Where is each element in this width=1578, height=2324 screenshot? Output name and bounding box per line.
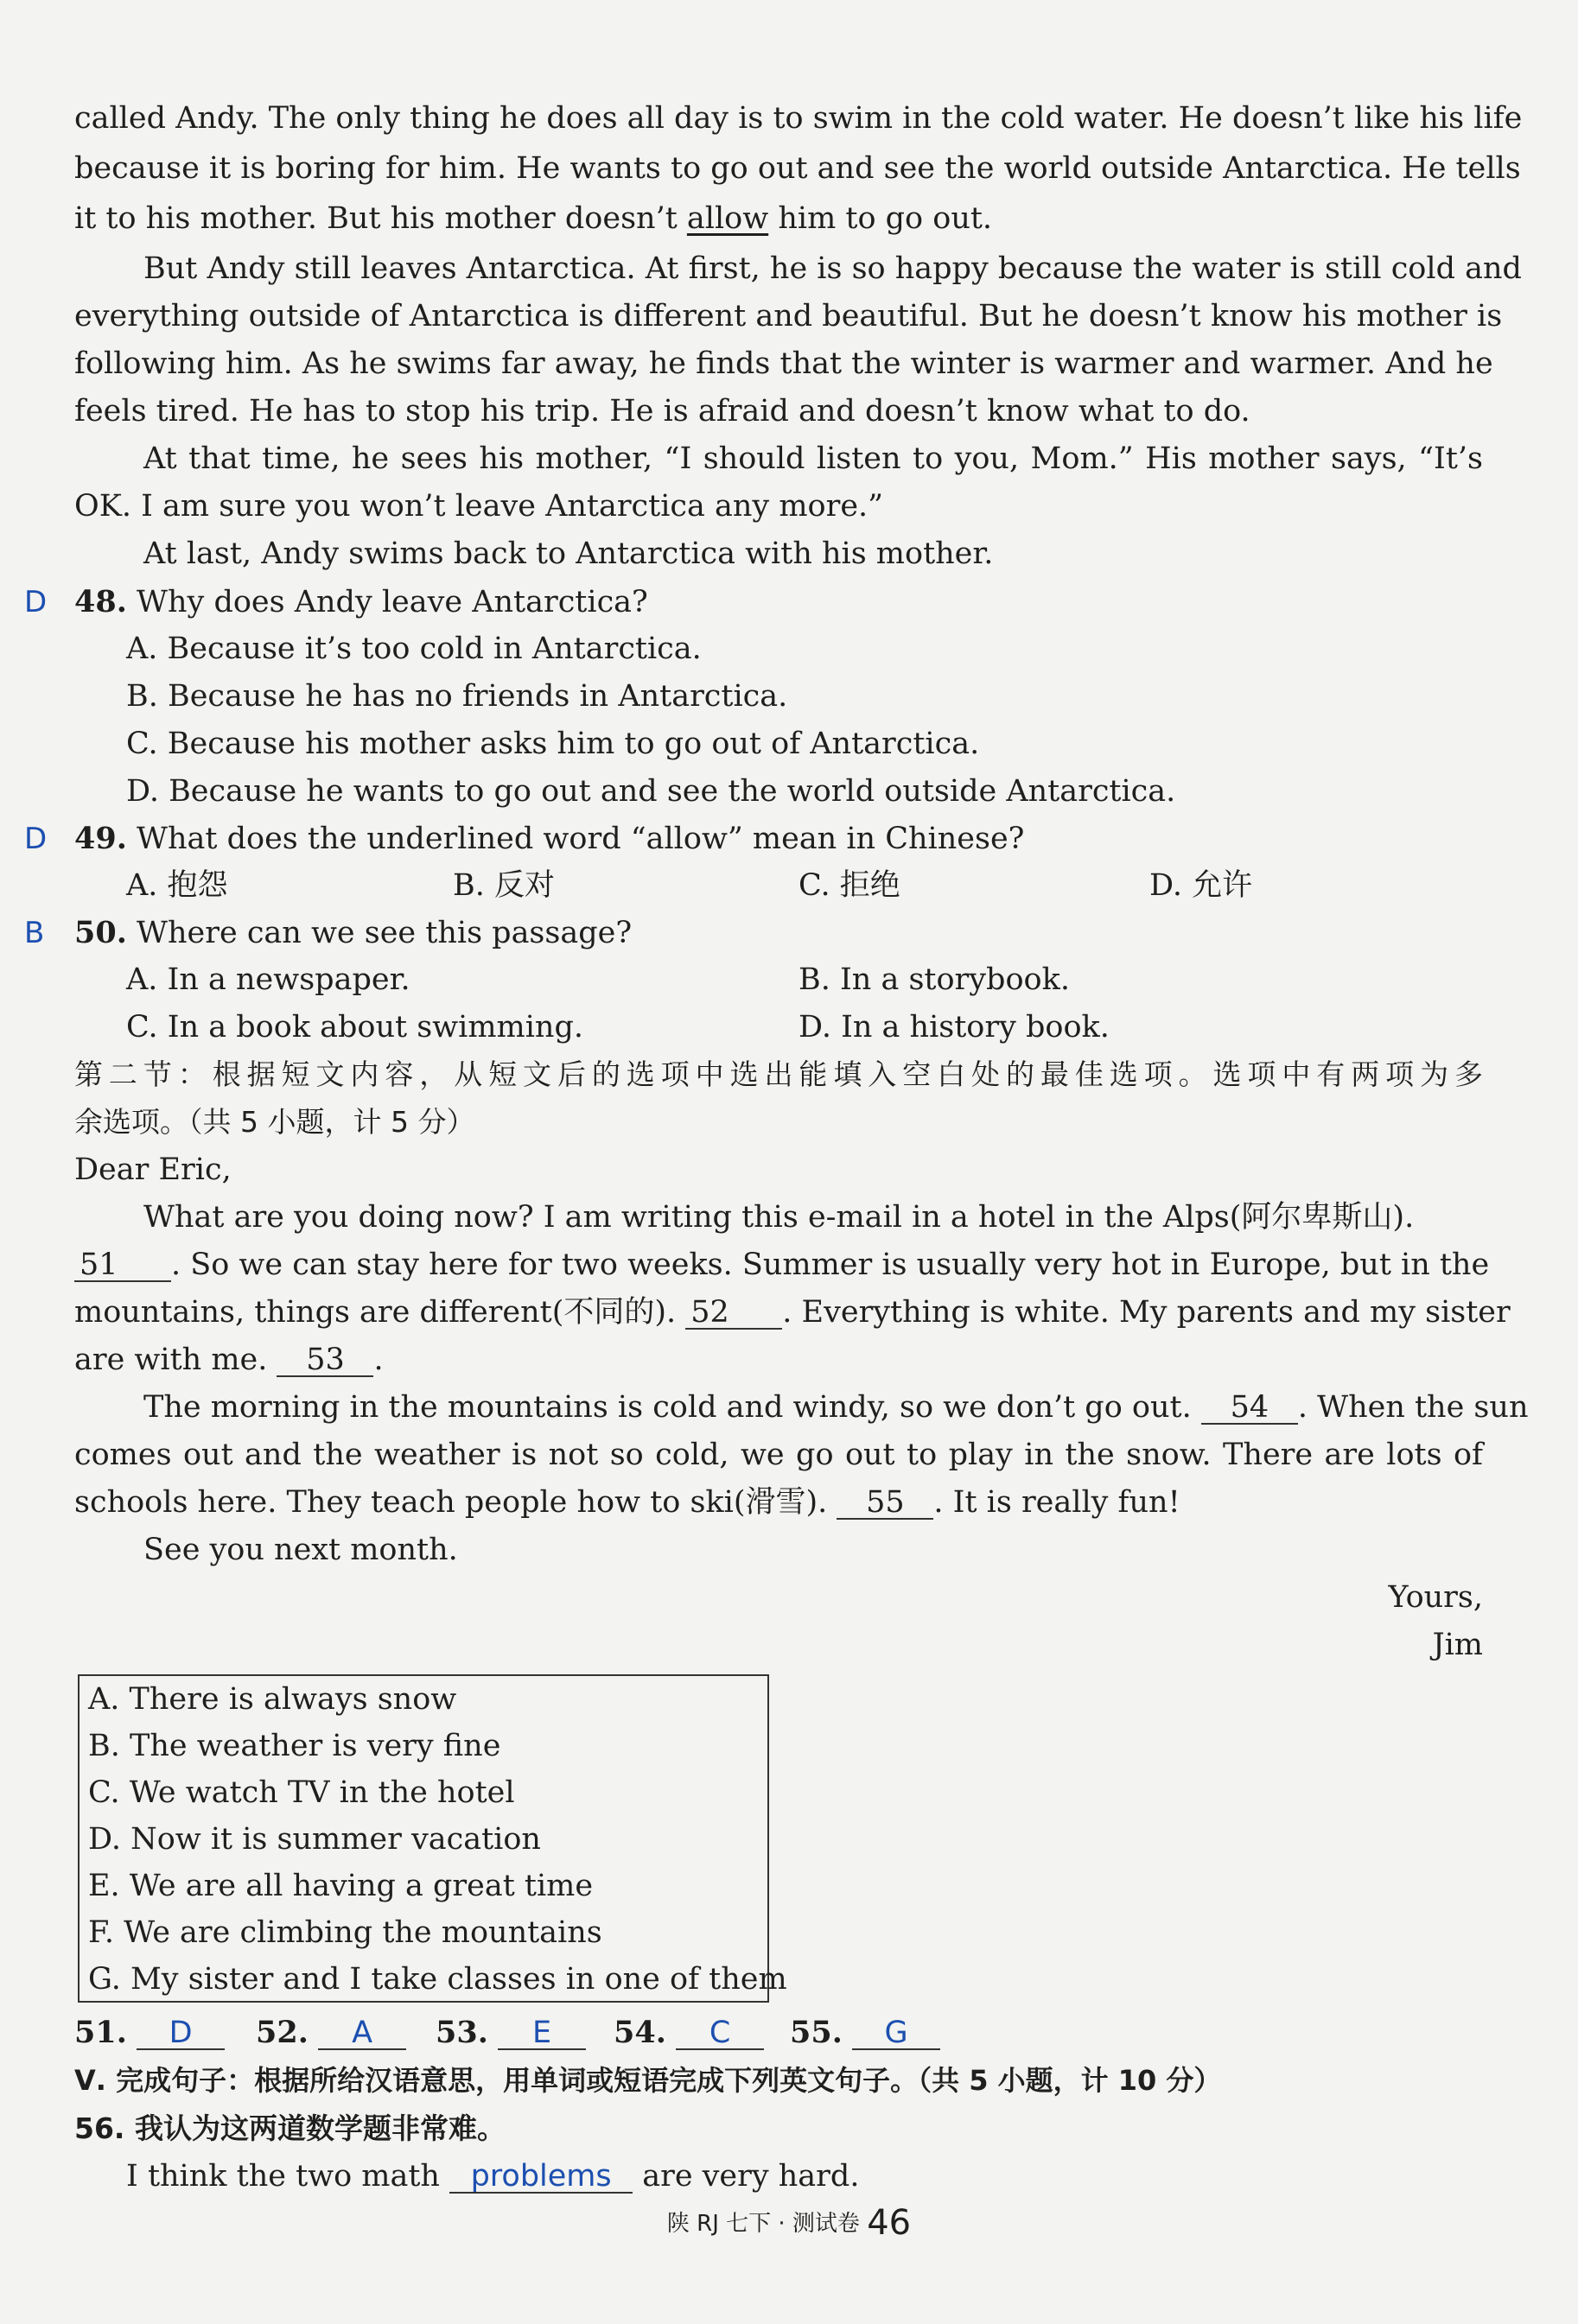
page-footer [0, 2203, 1578, 2243]
section-instruction: 余选项。（共 5 小题，计 5 分） [74, 1105, 475, 1139]
letter-line [74, 1295, 1511, 1330]
option-item: F. We are climbing the mountains [88, 1915, 602, 1950]
question-text: Where can we see this passage? [126, 916, 633, 950]
passage-line: because it is boring for him. He wants to go out and see the world outside Antarctica. He tells [74, 151, 1521, 186]
question-text: What does the underlined word “allow” mean in Chinese? [126, 822, 1025, 856]
letter-text: schools here. They teach people how to ski(滑雪). [74, 1485, 837, 1520]
answer-number: 51. [74, 2015, 127, 2050]
answer-value: C [676, 2018, 764, 2050]
answer-slot [790, 2017, 940, 2050]
answer-value: D [137, 2018, 225, 2050]
passage-line: OK. I am sure you won’t leave Antarctica any more.” [74, 489, 884, 524]
passage-line: called Andy. The only thing he does all day is to swim in the cold water. He doesn’t like his life [74, 101, 1523, 136]
section-instruction: 第二节：根据短文内容，从短文后的选项中选出能填入空白处的最佳选项。选项中有两项为多 [74, 1057, 1483, 1091]
page-number: 46 [867, 2203, 912, 2243]
letter-line [74, 1345, 384, 1377]
answer-number: 54. [614, 2015, 666, 2050]
passage-line: At last, Andy swims back to Antarctica with his mother. [143, 537, 994, 571]
option-c: C. In a book about swimming. [126, 1010, 583, 1045]
answer-slot [256, 2017, 406, 2050]
passage-text: it to his mother. But his mother doesn’t [74, 201, 687, 236]
question-stem [74, 584, 648, 619]
letter-line: What are you doing now? I am writing this e-mail in a hotel in the Alps(阿尔卑斯山). [143, 1200, 1415, 1235]
options-box [78, 1674, 787, 2003]
passage-line: At that time, he sees his mother, “I should listen to you, Mom.” His mother says, “It’s [143, 441, 1483, 476]
option-a: A. 抱怨 [126, 868, 228, 903]
option-d: D. 允许 [1149, 868, 1253, 903]
option-d: D. Because he wants to go out and see the world outside Antarctica. [126, 774, 1176, 809]
question-text: Why does Andy leave Antarctica? [126, 585, 648, 619]
letter-signature: Jim [1432, 1628, 1483, 1662]
option-c: C. 拒绝 [799, 868, 900, 903]
answer-number: 55. [790, 2015, 843, 2050]
letter-text: . Everything is white. My parents and my sister [782, 1295, 1511, 1330]
answer-number: 53. [436, 2015, 488, 2050]
option-item: B. The weather is very fine [88, 1729, 501, 1763]
handwritten-answer-mark: D [24, 822, 48, 856]
letter-text: . It is really fun! [933, 1485, 1180, 1520]
passage-line: But Andy still leaves Antarctica. At first, he is so happy because the water is still cold and [143, 251, 1522, 286]
question-56: 56. 我认为这两道数学题非常难。 [74, 2111, 506, 2145]
letter-text: . [373, 1343, 384, 1377]
answer-value: E [498, 2018, 586, 2050]
question-number: 49. [74, 821, 127, 856]
letter-line [74, 1248, 1490, 1282]
underlined-word: allow [686, 201, 769, 236]
sentence-text: I think the two math [126, 2159, 450, 2194]
passage-line [74, 201, 993, 236]
letter-text: . So we can stay here for two weeks. Summer is usually very hot in Europe, but in the [171, 1248, 1490, 1282]
option-item: D. Now it is summer vacation [88, 1822, 541, 1857]
blank-53: 53 [277, 1345, 373, 1377]
option-b: B. 反对 [453, 868, 555, 903]
answer-slot [74, 2017, 225, 2050]
letter-line: comes out and the weather is not so cold, we go out to play in the snow. There are lots of [74, 1438, 1483, 1472]
letter-closing: Yours, [1388, 1580, 1483, 1615]
passage-line: everything outside of Antarctica is different and beautiful. But he doesn’t know his mother is [74, 299, 1503, 333]
answer-slot [436, 2017, 586, 2050]
blank-52: 52 [685, 1298, 782, 1330]
option-c: C. Because his mother asks him to go out of Antarctica. [126, 727, 980, 761]
option-item: E. We are all having a great time [88, 1869, 594, 1903]
letter-line [74, 1485, 1180, 1520]
sentence-text: are very hard. [633, 2159, 860, 2194]
letter-text: . When the sun [1297, 1390, 1529, 1425]
letter-line [143, 1390, 1529, 1425]
option-a: A. Because it’s too cold in Antarctica. [126, 632, 702, 666]
answer-value: problems [449, 2162, 633, 2194]
footer-label: 陕 RJ 七下 · 测试卷 [666, 2211, 868, 2237]
answer-value: A [318, 2018, 406, 2050]
option-a: A. In a newspaper. [126, 962, 410, 997]
blank-51: 51 [74, 1250, 171, 1282]
option-item: A. There is always snow [88, 1682, 457, 1717]
answer-number: 52. [256, 2015, 309, 2050]
question-number: 50. [74, 915, 127, 950]
handwritten-answer-mark: B [24, 916, 45, 950]
letter-text: The morning in the mountains is cold and windy, so we don’t go out. [143, 1390, 1201, 1425]
option-b: B. Because he has no friends in Antarctica. [126, 679, 788, 714]
letter-text: are with me. [74, 1343, 277, 1377]
passage-line: feels tired. He has to stop his trip. He is afraid and doesn’t know what to do. [74, 394, 1250, 429]
passage-text: him to go out. [768, 201, 993, 236]
question-stem [74, 823, 1024, 854]
option-item: G. My sister and I take classes in one of them [88, 1962, 787, 1997]
answer-value: G [852, 2018, 940, 2050]
answer-slot [614, 2017, 764, 2050]
section-title: Ⅴ. 完成句子：根据所给汉语意思，用单词或短语完成下列英文句子。（共 5 小题，计 10 分） [74, 2064, 1222, 2097]
blank-55: 55 [837, 1488, 933, 1520]
blank-54: 54 [1201, 1393, 1298, 1425]
option-d: D. In a history book. [799, 1010, 1110, 1045]
question-number: 48. [74, 584, 127, 619]
option-b: B. In a storybook. [799, 962, 1070, 997]
letter-line: See you next month. [143, 1533, 458, 1567]
handwritten-answer-mark: D [24, 585, 48, 619]
passage-line: following him. As he swims far away, he finds that the winter is warmer and warmer. And he [74, 346, 1493, 381]
letter-text: mountains, things are different(不同的). [74, 1295, 686, 1330]
letter-greeting: Dear Eric, [74, 1152, 232, 1187]
option-item: C. We watch TV in the hotel [88, 1775, 515, 1810]
question-stem [74, 915, 633, 950]
sentence-56 [126, 2159, 860, 2194]
